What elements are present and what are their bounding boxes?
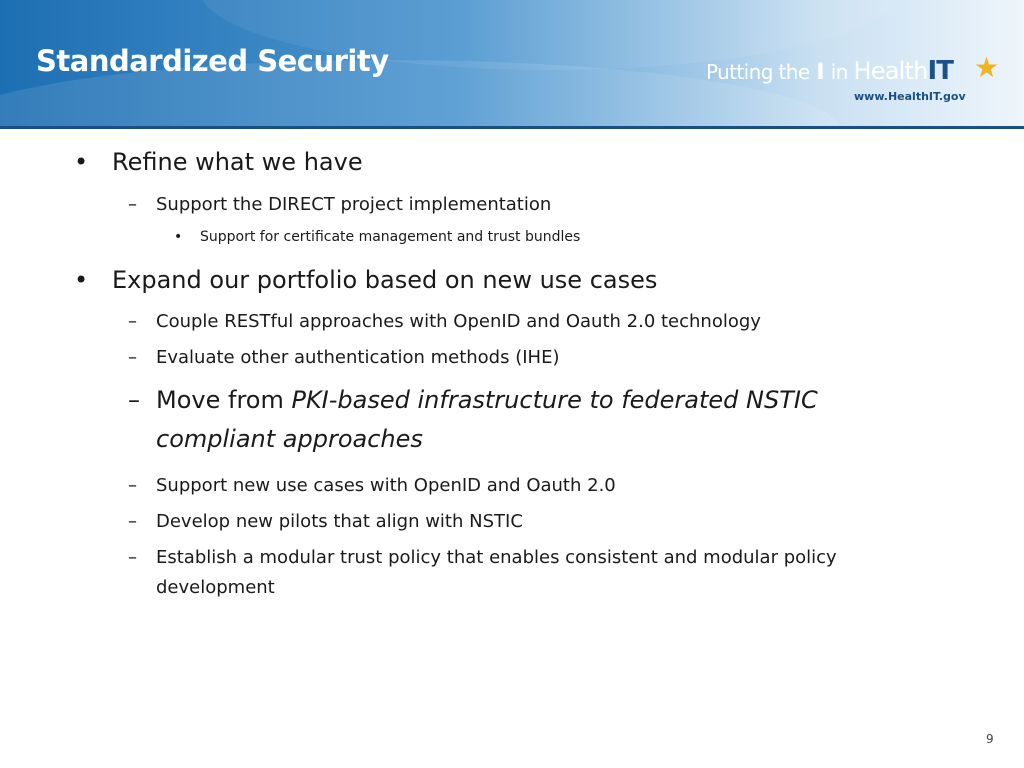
- bullet-text-italic-continued: compliant approaches: [156, 425, 423, 453]
- bullet-marker: –: [128, 194, 137, 215]
- logo-text-health: Health: [853, 57, 928, 85]
- bullet-marker: •: [174, 229, 183, 245]
- bullet-text: Evaluate other authentication methods (IHE): [156, 347, 560, 368]
- star-icon: ★: [974, 51, 1000, 84]
- logo-url: www.HealthIT.gov: [854, 90, 966, 103]
- bullet-marker: –: [128, 547, 137, 568]
- bullet-text-emphasis: [156, 386, 818, 414]
- bullet-text: Support the DIRECT project implementation: [156, 194, 552, 215]
- bullet-marker: –: [128, 475, 137, 496]
- bullet-text: Establish a modular trust policy that enables consistent and modular policy: [156, 547, 837, 568]
- bullet-text-plain: Move from: [156, 386, 292, 414]
- bullet-text: Expand our portfolio based on new use cases: [112, 266, 658, 294]
- bullet-text-continued: development: [156, 577, 275, 598]
- bullet-text: Support new use cases with OpenID and Oauth 2.0: [156, 475, 616, 496]
- bullet-marker: •: [74, 148, 89, 176]
- logo-text-i: I: [816, 60, 824, 85]
- bullet-text: Support for certificate management and trust bundles: [200, 229, 581, 245]
- logo-text-putting-the: Putting the: [706, 60, 810, 84]
- bullet-text-italic: PKI-based infrastructure to federated NSTIC: [291, 386, 818, 414]
- bullet-marker: –: [128, 347, 137, 368]
- bullet-marker: •: [74, 266, 89, 294]
- logo-text-it: IT: [927, 56, 953, 86]
- bullet-text: Develop new pilots that align with NSTIC: [156, 511, 523, 532]
- bullet-marker: –: [128, 511, 137, 532]
- bullet-text: Refine what we have: [112, 148, 363, 176]
- logo-text-in: in: [830, 60, 848, 84]
- bullet-marker: –: [128, 386, 140, 414]
- page-number: 9: [986, 732, 994, 746]
- bullet-text: Couple RESTful approaches with OpenID and Oauth 2.0 technology: [156, 311, 761, 332]
- bullet-marker: –: [128, 311, 137, 332]
- slide-title: Standardized Security: [36, 44, 389, 78]
